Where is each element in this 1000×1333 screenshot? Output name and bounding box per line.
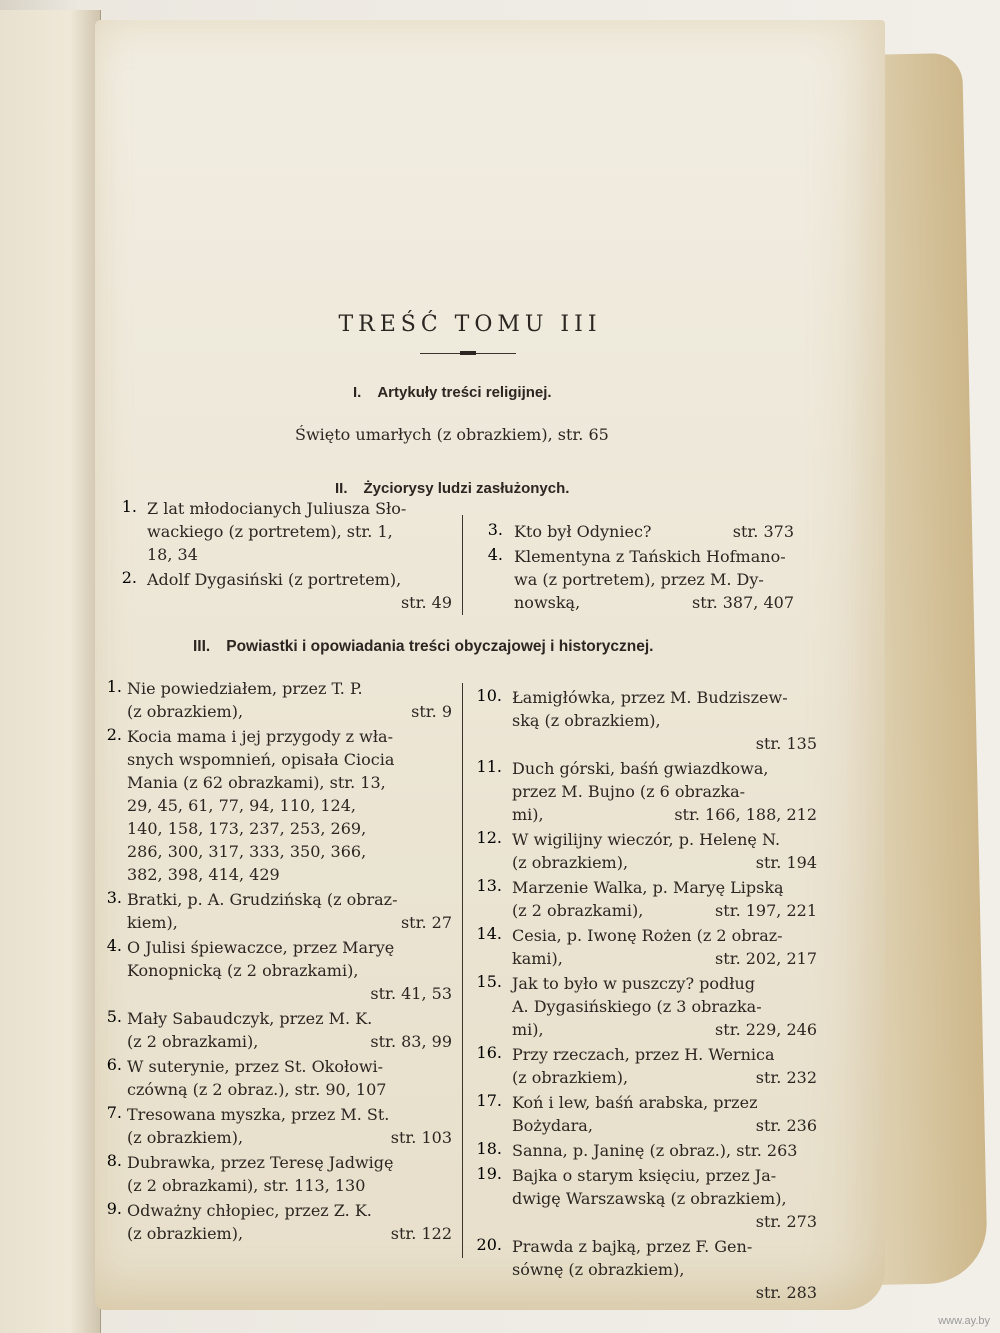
entry-text: Kocia mama i jej przygody z wła- (127, 727, 393, 746)
toc-entry (127, 1007, 452, 1053)
entry-line (512, 876, 817, 899)
entry-number: 6. (106, 1055, 122, 1074)
toc-entry (512, 1043, 817, 1089)
entry-number: 14. (476, 924, 502, 943)
watermark: www.ay.by (938, 1315, 990, 1327)
entry-text: Łamigłówka, przez M. Budziszew- (512, 688, 788, 707)
toc-entry (127, 1151, 452, 1197)
entry-text: dwigę Warszawską (z obrazkiem), (512, 1189, 787, 1208)
entry-text: mi), (512, 805, 544, 824)
entry-number: 20. (476, 1235, 502, 1254)
toc-entry (512, 1235, 817, 1304)
entry-text: Bajka o starym księciu, przez Ja- (512, 1166, 777, 1185)
entry-number: 1. (121, 497, 137, 516)
entry-text: O Julisi śpiewaczce, przez Maryę (127, 938, 395, 957)
entry-text: snych wspomnień, opisała Ciocia (127, 750, 395, 769)
entry-text: str. 283 (755, 1283, 817, 1302)
toc-entry (127, 1103, 452, 1149)
entry-text: 286, 300, 317, 333, 350, 366, (127, 842, 367, 861)
section-title: Życiorysy ludzi zasłużonych. (363, 480, 570, 497)
entry-text: ską (z obrazkiem), (512, 711, 661, 730)
entry-line (147, 497, 452, 520)
entry-line (127, 1126, 452, 1149)
entry-line (127, 677, 452, 700)
entry-number: 10. (476, 686, 502, 705)
entry-text: 140, 158, 173, 237, 253, 269, (127, 819, 367, 838)
entry-line (127, 888, 452, 911)
entry-line (514, 568, 794, 591)
section1-entry: Święto umarłych (z obrazkiem), str. 65 (295, 425, 609, 444)
entry-line (127, 1030, 452, 1053)
section-title: Artykuły treści religijnej. (377, 384, 552, 401)
entry-text: nowską, (514, 593, 581, 612)
section-numeral: III. (193, 638, 211, 655)
entry-line (127, 1222, 452, 1245)
entry-line (512, 1281, 817, 1304)
toc-entry (514, 545, 794, 614)
entry-text: (z obrazkiem), (512, 1068, 629, 1087)
entry-text: mi), (512, 1020, 544, 1039)
entry-number: 11. (476, 757, 502, 776)
section-title: Powiastki i opowiadania treści obyczajowej i historycznej. (226, 638, 654, 655)
entry-text: str. 9 (411, 702, 452, 721)
toc-entry (512, 828, 817, 874)
section-heading-2 (335, 480, 569, 497)
entry-line (512, 709, 817, 732)
toc-entry (127, 936, 452, 1005)
entry-number: 4. (487, 545, 503, 564)
entry-text: Konopnicką (z 2 obrazkami), (127, 961, 359, 980)
toc-entry (512, 876, 817, 922)
entry-text: Adolf Dygasiński (z portretem), (147, 570, 402, 589)
toc-entry (512, 1091, 817, 1137)
entry-number: 8. (106, 1151, 122, 1170)
entry-text: str. 49 (400, 593, 452, 612)
entry-line (512, 1235, 817, 1258)
entry-line (514, 591, 794, 614)
entry-text: (z 2 obrazkami), str. 113, 130 (127, 1176, 366, 1195)
entry-text: Bratki, p. A. Grudzińską (z obraz- (127, 890, 398, 909)
entry-text: kami), (512, 949, 563, 968)
toc-entry (127, 725, 452, 886)
toc-entry (512, 972, 817, 1041)
entry-line (147, 543, 452, 566)
entry-text: (z obrazkiem), (127, 1224, 244, 1243)
entry-line (512, 1258, 817, 1281)
entry-line (127, 840, 452, 863)
section-numeral: II. (335, 480, 348, 497)
toc-entry (147, 497, 452, 566)
entry-text: str. 232 (755, 1068, 817, 1087)
entry-text: Jak to było w puszczy? podług (512, 974, 755, 993)
entry-text: sównę (z obrazkiem), (512, 1260, 685, 1279)
entry-line (127, 1007, 452, 1030)
entry-line (127, 1055, 452, 1078)
entry-line (512, 686, 817, 709)
entry-line (512, 851, 817, 874)
entry-text: str. 202, 217 (715, 949, 817, 968)
entry-line (127, 1103, 452, 1126)
entry-line (147, 591, 452, 614)
entry-text: Dubrawka, przez Teresę Jadwigę (127, 1153, 394, 1172)
entry-text: wa (z portretem), przez M. Dy- (514, 570, 764, 589)
entry-line (127, 700, 452, 723)
entry-text: Marzenie Walka, p. Maryę Lipską (512, 878, 784, 897)
entry-text: Sanna, p. Janinę (z obraz.), str. 263 (512, 1141, 798, 1160)
entry-text: str. 41, 53 (370, 984, 452, 1003)
entry-line (512, 1187, 817, 1210)
entry-number: 3. (487, 520, 503, 539)
entry-number: 1. (106, 677, 122, 696)
entry-text: kiem), (127, 913, 178, 932)
entry-text: Odważny chłopiec, przez Z. K. (127, 1201, 372, 1220)
toc-entry (512, 924, 817, 970)
toc-entry (512, 1164, 817, 1233)
entry-line (127, 982, 452, 1005)
entry-text: (z obrazkiem), (512, 853, 629, 872)
entry-text: 18, 34 (147, 545, 198, 564)
entry-line (127, 771, 452, 794)
entry-text: Z lat młodocianych Juliusza Sło- (147, 499, 407, 518)
entry-text: przez M. Bujno (z 6 obrazka- (512, 782, 746, 801)
page-title: TREŚĆ TOMU III (338, 312, 602, 337)
entry-text: (z obrazkiem), (127, 1128, 244, 1147)
entry-text: W suterynie, przez St. Okołowi- (127, 1057, 384, 1076)
toc-entry (512, 757, 817, 826)
entry-text: W wigilijny wieczór, p. Helenę N. (512, 830, 781, 849)
entry-text: Mania (z 62 obrazkami), str. 13, (127, 773, 386, 792)
entry-line (127, 725, 452, 748)
entry-text: 382, 398, 414, 429 (127, 865, 280, 884)
entry-line (512, 1139, 817, 1162)
entry-text: (z 2 obrazkami), (127, 1032, 259, 1051)
entry-text: str. 236 (755, 1116, 817, 1135)
entry-line (512, 828, 817, 851)
entry-number: 7. (106, 1103, 122, 1122)
toc-entry (127, 888, 452, 934)
entry-number: 2. (106, 725, 122, 744)
entry-line (127, 817, 452, 840)
entry-line (514, 545, 794, 568)
entry-number: 9. (106, 1199, 122, 1218)
entry-line (127, 794, 452, 817)
entry-line (147, 520, 452, 543)
entry-text: str. 194 (755, 853, 817, 872)
entry-text: str. 197, 221 (715, 901, 817, 920)
entry-line (512, 1066, 817, 1089)
entry-line (127, 1199, 452, 1222)
entry-text: str. 135 (755, 734, 817, 753)
entry-line (512, 995, 817, 1018)
entry-line (512, 947, 817, 970)
entry-number: 19. (476, 1164, 502, 1183)
toc-entry (127, 1199, 452, 1245)
entry-text: str. 387, 407 (692, 593, 794, 612)
entry-text: str. 103 (390, 1128, 452, 1147)
entry-text: str. 83, 99 (370, 1032, 452, 1051)
title-ornament (420, 350, 516, 356)
entry-line (147, 568, 452, 591)
entry-number: 13. (476, 876, 502, 895)
entry-line (127, 959, 452, 982)
section-heading-1 (353, 384, 552, 401)
entry-line (512, 732, 817, 755)
entry-text: (z 2 obrazkami), (512, 901, 644, 920)
entry-line (512, 1114, 817, 1137)
entry-text: str. 27 (400, 913, 452, 932)
entry-number: 17. (476, 1091, 502, 1110)
entry-text: 29, 45, 61, 77, 94, 110, 124, (127, 796, 356, 815)
entry-number: 15. (476, 972, 502, 991)
entry-text: str. 122 (390, 1224, 452, 1243)
entry-line (512, 1043, 817, 1066)
toc-entry (127, 677, 452, 723)
entry-text: str. 166, 188, 212 (674, 805, 817, 824)
entry-text: (z obrazkiem), (127, 702, 244, 721)
entry-text: str. 373 (732, 522, 794, 541)
entry-line (512, 899, 817, 922)
entry-text: Tresowana myszka, przez M. St. (127, 1105, 390, 1124)
toc-entry (127, 1055, 452, 1101)
entry-line (514, 520, 794, 543)
entry-text: Kto był Odyniec? (514, 522, 652, 541)
section-numeral: I. (353, 384, 362, 401)
entry-text: Bożydara, (512, 1116, 593, 1135)
entry-line (127, 863, 452, 886)
left-page-edge (0, 10, 101, 1333)
entry-line (512, 1018, 817, 1041)
entry-text: Duch górski, baśń gwiazdkowa, (512, 759, 769, 778)
entry-number: 4. (106, 936, 122, 955)
toc-entry (514, 520, 794, 543)
entry-text: Nie powiedziałem, przez T. P. (127, 679, 363, 698)
entry-text: A. Dygasińskiego (z 3 obrazka- (512, 997, 762, 1016)
entry-text: Przy rzeczach, przez H. Wernica (512, 1045, 775, 1064)
entry-text: str. 229, 246 (715, 1020, 817, 1039)
entry-line (127, 936, 452, 959)
entry-number: 5. (106, 1007, 122, 1026)
entry-line (127, 1174, 452, 1197)
toc-entry (512, 686, 817, 755)
entry-number: 16. (476, 1043, 502, 1062)
section-heading-3 (193, 638, 653, 656)
entry-line (512, 803, 817, 826)
entry-text: Prawda z bajką, przez F. Gen- (512, 1237, 753, 1256)
entry-line (512, 972, 817, 995)
entry-line (127, 1078, 452, 1101)
toc-entry (147, 568, 452, 614)
toc-entry (512, 1139, 817, 1162)
entry-line (512, 1164, 817, 1187)
entry-number: 2. (121, 568, 137, 587)
entry-text: czówną (z 2 obraz.), str. 90, 107 (127, 1080, 387, 1099)
entry-line (512, 1091, 817, 1114)
entry-line (512, 780, 817, 803)
entry-line (512, 924, 817, 947)
entry-number: 3. (106, 888, 122, 907)
entry-number: 18. (476, 1139, 502, 1158)
entry-text: Klementyna z Tańskich Hofmano- (514, 547, 786, 566)
entry-line (127, 748, 452, 771)
entry-text: wackiego (z portretem), str. 1, (147, 522, 393, 541)
entry-line (512, 1210, 817, 1233)
entry-line (512, 757, 817, 780)
entry-text: Cesia, p. Iwonę Rożen (z 2 obraz- (512, 926, 783, 945)
entry-text: Mały Sabaudczyk, przez M. K. (127, 1009, 373, 1028)
entry-text: str. 273 (755, 1212, 817, 1231)
entry-line (127, 911, 452, 934)
entry-text: Koń i lew, baśń arabska, przez (512, 1093, 758, 1112)
entry-line (127, 1151, 452, 1174)
entry-number: 12. (476, 828, 502, 847)
